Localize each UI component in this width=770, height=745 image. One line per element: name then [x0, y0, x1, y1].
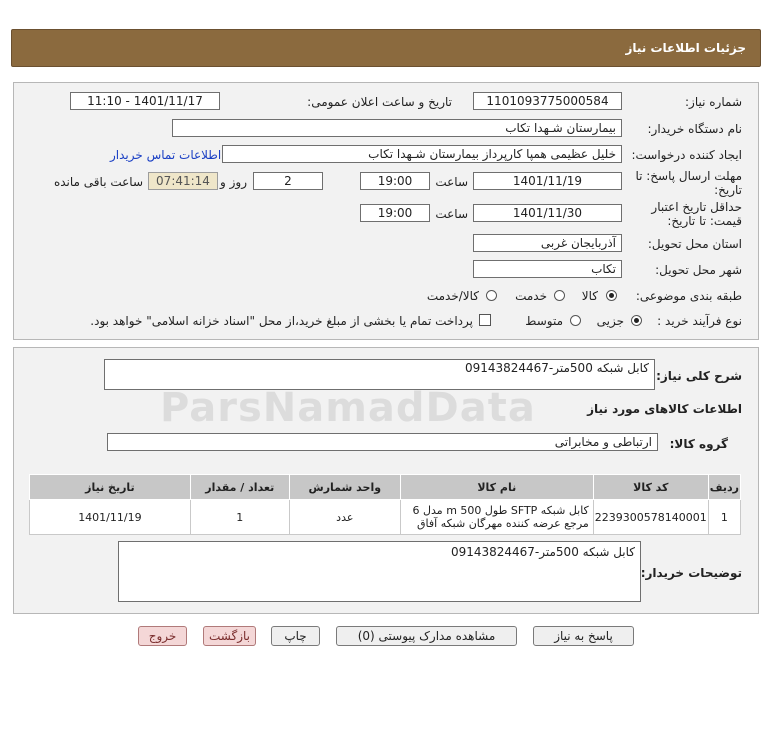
deadline-time-label: ساعت — [435, 175, 468, 189]
process-option-medium: متوسط — [525, 314, 563, 328]
view-attachments-button[interactable]: مشاهده مدارک پیوستی (0) — [336, 626, 517, 646]
city-field: تکاب — [473, 260, 622, 278]
remaining-time-field: 07:41:14 — [148, 172, 218, 190]
back-button[interactable]: بازگشت — [203, 626, 256, 646]
city-label: شهر محل تحویل: — [655, 263, 742, 277]
goods-group-label: گروه کالا: — [669, 437, 728, 451]
validity-time-label: ساعت — [435, 207, 468, 221]
col-code-header: کد کالا — [593, 475, 708, 500]
summary-label: شرح کلی نیاز: — [656, 369, 742, 383]
validity-label: حداقل تاریخ اعتبار قیمت: تا تاریخ: — [651, 200, 742, 228]
col-date-header: تاریخ نیاز — [30, 475, 191, 500]
cell-row: 1 — [708, 500, 740, 535]
category-radio-goods-service[interactable] — [486, 290, 497, 301]
creator-label: ایجاد کننده درخواست: — [631, 148, 742, 162]
deadline-date-field: 1401/11/19 — [473, 172, 622, 190]
need-number-label: شماره نیاز: — [685, 95, 742, 109]
col-unit-header: واحد شمارش — [289, 475, 400, 500]
watermark: ParsNamadData — [160, 385, 536, 431]
page-header — [11, 29, 761, 67]
process-option-minor: جزیی — [596, 314, 624, 328]
process-label: نوع فرآیند خرید : — [657, 314, 742, 328]
col-row-header: ردیف — [708, 475, 740, 500]
col-name-header: نام کالا — [400, 475, 593, 500]
category-label: طبقه بندی موضوعی: — [635, 289, 742, 303]
goods-group-field: ارتباطی و مخابراتی — [107, 433, 658, 451]
buyer-org-field: بیمارستان شـهدا تکاب — [172, 119, 622, 137]
category-option-goods: کالا — [581, 289, 598, 303]
buyer-org-label: نام دستگاه خریدار: — [647, 122, 742, 136]
category-radio-service[interactable] — [554, 290, 565, 301]
buyer-desc-label: توضیحات خریدار: — [640, 566, 742, 580]
exit-button[interactable]: خروج — [138, 626, 187, 646]
deadline-time-field: 19:00 — [360, 172, 430, 190]
cell-unit: عدد — [289, 500, 400, 535]
category-radio-goods[interactable] — [606, 290, 617, 301]
cell-code: 2239300578140001 — [593, 500, 708, 535]
goods-table-header — [30, 475, 741, 500]
treasury-payment-checkbox[interactable] — [479, 314, 491, 326]
creator-field: خلیل عظیمی همپا کارپرداز بیمارستان شـهدا تکاب — [222, 145, 622, 163]
remaining-time-label: ساعت باقی مانده — [53, 175, 143, 189]
print-button[interactable]: چاپ — [271, 626, 320, 646]
buyer-contact-link[interactable]: اطلاعات تماس خریدار — [110, 148, 222, 162]
treasury-payment-note: پرداخت تمام یا بخشی از مبلغ خرید،از محل "اسناد خزانه اسلامی" خواهد بود. — [90, 314, 473, 328]
buyer-desc-field: کابل شبکه 500متر-09143824467 — [118, 541, 641, 602]
respond-button[interactable]: پاسخ به نیاز — [533, 626, 634, 646]
page-title: جزئیات اطلاعات نیاز — [625, 41, 746, 55]
cell-name: کابل شبکه SFTP طول 500 m مدل 6 مرجع عرضه کننده مهرگان شبکه آفاق — [400, 500, 593, 535]
cell-qty: 1 — [190, 500, 289, 535]
col-qty-header: تعداد / مقدار — [190, 475, 289, 500]
goods-info-title: اطلاعات کالاهای مورد نیاز — [587, 402, 742, 416]
days-label: روز و — [220, 175, 247, 189]
announce-field: 1401/11/17 - 11:10 — [70, 92, 220, 110]
goods-table — [29, 474, 741, 535]
cell-date: 1401/11/19 — [30, 500, 191, 535]
summary-field: کابل شبکه 500متر-09143824467 — [104, 359, 655, 390]
process-radio-minor[interactable] — [631, 315, 642, 326]
deadline-label: مهلت ارسال پاسخ: تا تاریخ: — [635, 169, 742, 197]
days-remaining-field: 2 — [253, 172, 323, 190]
category-option-service: خدمت — [515, 289, 547, 303]
validity-time-field: 19:00 — [360, 204, 430, 222]
announce-label: تاریخ و ساعت اعلان عمومی: — [307, 95, 452, 109]
province-label: استان محل تحویل: — [647, 237, 742, 251]
need-number-field: 1101093775000584 — [473, 92, 622, 110]
validity-date-field: 1401/11/30 — [473, 204, 622, 222]
province-field: آذربایجان غربی — [473, 234, 622, 252]
table-row — [30, 500, 741, 535]
category-option-goods-service: کالا/خدمت — [426, 289, 479, 303]
process-radio-medium[interactable] — [570, 315, 581, 326]
